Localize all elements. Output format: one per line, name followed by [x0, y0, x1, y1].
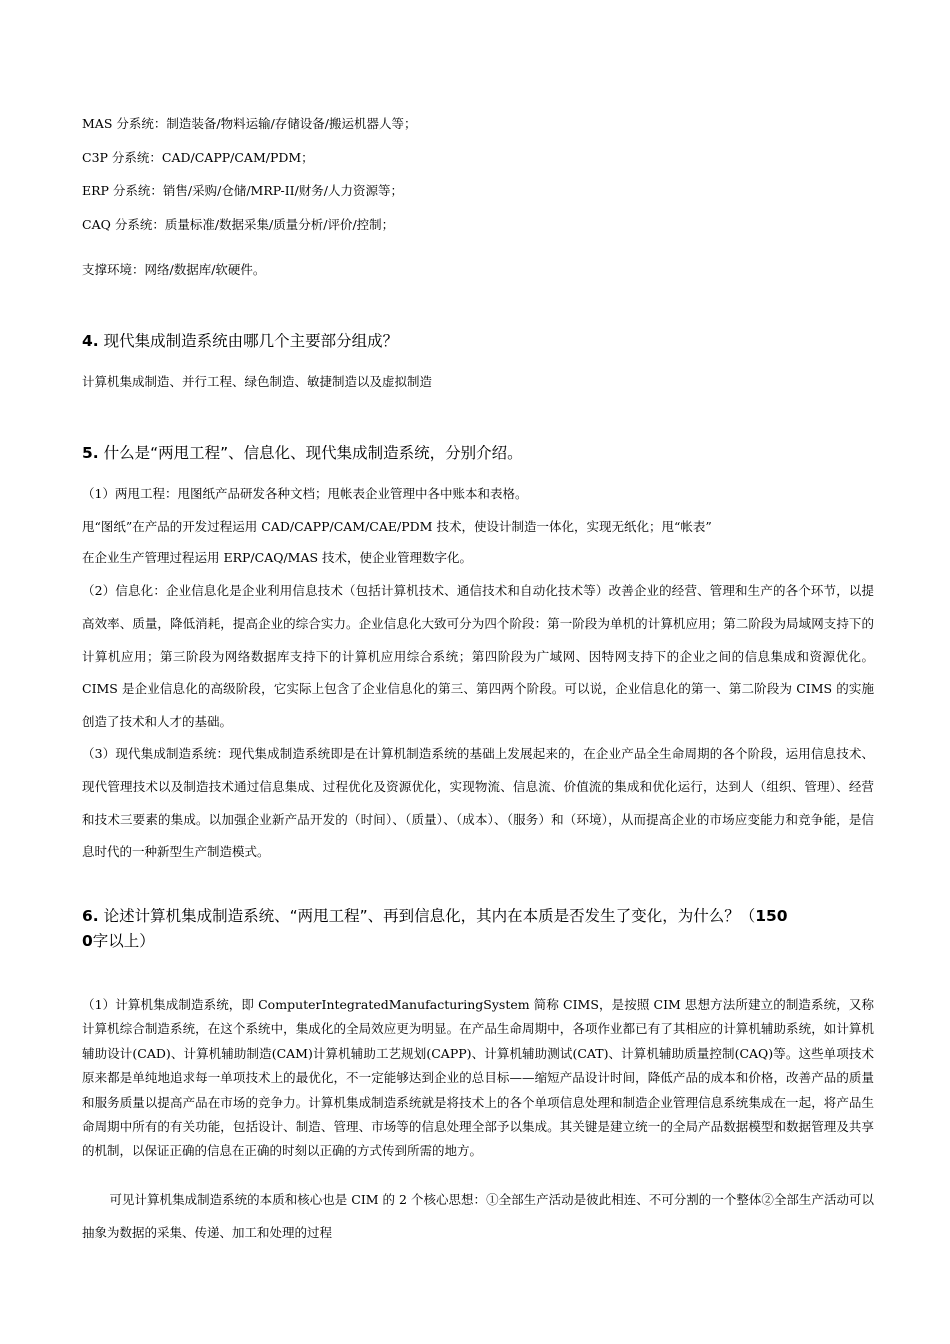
q5-paragraph-2: 甩“图纸”在产品的开发过程运用 CAD/CAPP/CAM/CAE/PDM 技术，使设计制造一体化，实现无纸化；甩“帐表” [82, 519, 712, 534]
q6-title-tail: 字以上） [92, 932, 155, 950]
subsystem-c3p: C3P 分系统：CAD/CAPP/CAM/PDM； [82, 150, 314, 165]
q5-paragraph-3: 在企业生产管理过程运用 ERP/CAQ/MAS 技术，使企业管理数字化。 [82, 550, 473, 565]
q6-title: 论述计算机集成制造系统、“两甩工程”、再到信息化，其内在本质是否发生了变化，为什么？（ [103, 907, 756, 925]
q5-paragraph-4: （2）信息化：企业信息化是企业利用信息技术（包括计算机技术、通信技术和自动化技术等）改善企业的经营、管理和生产的各个环节，以提高效率、质量，降低消耗，提高企业的综合实力。企业信息化大致可分为四个阶段：第一阶段为单机的计算机应用；第二阶段为局域网支持下的计算机应用；第三阶段为网络数据库支持下的计算机应用综合系统；第四阶段为广域网、因特网支持下的企业之间的信息集成和资源优化。CIMS 是企业信息化的高级阶段，它实际上包含了企业信息化的第三、第四两个阶段。可以说，企业信息化的第一、第二阶段为 CIMS 的实施创造了技术和人才的基础。 [82, 583, 874, 730]
subsystem-erp: ERP 分系统：销售/采购/仓储/MRP-II/财务/人力资源等； [82, 183, 404, 198]
support-environment: 支撑环境：网络/数据库/软硬件。 [82, 262, 266, 277]
q4-number: 4. [82, 332, 99, 350]
q4-answer: 计算机集成制造、并行工程、绿色制造、敏捷制造以及虚拟制造 [82, 374, 433, 389]
subsystem-caq: CAQ 分系统：质量标准/数据采集/质量分析/评价/控制； [82, 217, 395, 232]
subsystem-mas: MAS 分系统：制造装备/物料运输/存储设备/搬运机器人等； [82, 116, 417, 131]
q5-title: 什么是“两甩工程”、信息化、现代集成制造系统，分别介绍。 [103, 444, 523, 462]
q6-heading [82, 904, 874, 954]
q6-title-bold: 150 [755, 907, 788, 925]
q6-paragraph-1: （1）计算机集成制造系统，即 ComputerIntegratedManufacturingSystem 简称 CIMS，是按照 CIM 思想方法所建立的制造系统，又称计算机综合制造系统，在这个系统中，集成化的全局效应更为明显。在产品生命周期中，各项作业都已有了其相应的计算机辅助系统，如计算机辅助设计(CAD)、计算机辅助制造(CAM)计算机辅助工艺规划(CAPP)、计算机辅助测试(CAT)、计算机辅助质量控制(CAQ)等。这些单项技术原来都是单纯地追求每一单项技术上的最优化，不一定能够达到企业的总目标——缩短产品设计时间，降低产品的成本和价格，改善产品的质量和服务质量以提高产品在市场的竞争力。计算机集成制造系统就是将技术上的各个单项信息处理和制造企业管理信息系统集成在一起，将产品生命周期中所有的有关功能，包括设计、制造、管理、市场等的信息处理全部予以集成。其关键是建立统一的全局产品数据模型和数据管理及共享的机制，以保证正确的信息在正确的时刻以正确的方式传到所需的地方。 [82, 997, 874, 1159]
q5-number: 5. [82, 444, 99, 462]
q6-number: 6. [82, 907, 99, 925]
q4-heading [82, 330, 882, 352]
q4-title: 现代集成制造系统由哪几个主要部分组成？ [103, 332, 399, 350]
q6-paragraph-2: 可见计算机集成制造系统的本质和核心也是 CIM 的 2 个核心思想：①全部生产活动是彼此相连、不可分割的一个整体②全部生产活动可以抽象为数据的采集、传递、加工和处理的过程 [82, 1192, 874, 1240]
q5-heading [82, 442, 882, 464]
q5-paragraph-1: （1）两甩工程：甩图纸产品研发各种文档；甩帐表企业管理中各中账本和表格。 [82, 486, 528, 501]
q5-paragraph-5: （3）现代集成制造系统：现代集成制造系统即是在计算机制造系统的基础上发展起来的，在企业产品全生命周期的各个阶段，运用信息技术、现代管理技术以及制造技术通过信息集成、过程优化及资源优化，实现物流、信息流、价值流的集成和优化运行，达到人（组织、管理）、经营和技术三要素的集成。以加强企业新产品开发的（时间）、（质量）、（成本）、（服务）和（环境），从而提高企业的市场应变能力和竞争能，是信息时代的一种新型生产制造模式。 [82, 746, 874, 860]
q6-title-bold-2: 0 [82, 932, 93, 950]
